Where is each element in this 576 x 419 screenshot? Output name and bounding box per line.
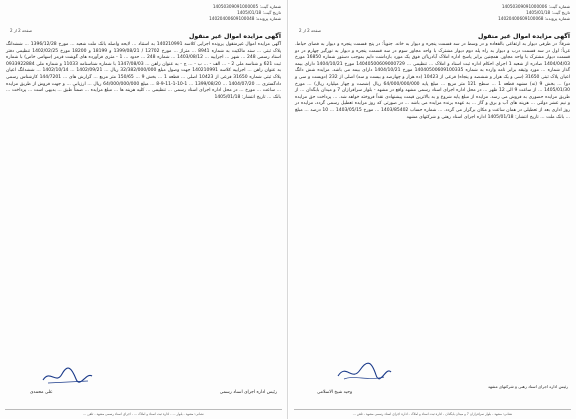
page-footer: نشانی: مشهد - بلوار ... - اداره ثبت اسناد و املاک ... - اجرای اسناد رسمی مشهد - تلفن ... <box>5 409 282 416</box>
notice-title: آگهی مزایده اموال غیر منقول <box>477 33 570 40</box>
page-header <box>498 4 570 23</box>
gate-date: تاریخ گیت: 1405/01/18 <box>237 10 281 16</box>
gate-number: شماره گیت: 14050309091000005 <box>212 4 281 9</box>
signature-name: وحید شیخ الاسلامی <box>317 390 353 395</box>
signature-caption: رئیس اداره اجرای اسناد رسمی <box>219 390 277 395</box>
page-number: صفحه 2 از 2 <box>299 28 322 33</box>
gate-date: تاریخ گیت: 1405/01/18 <box>526 10 570 16</box>
page-header <box>209 4 281 23</box>
signature-caption: رئیس اداره اجرای اسناد رهنی و شرکتهای مشهد <box>487 384 568 389</box>
document-page-right <box>289 0 576 419</box>
notice-body: شرقاً: در طرفی دیوار به ارتفاعی بالفعاده و در وسط در سه قسمت پنجره و دیوار به خانه. جنوباً: در پنج قسمت پنجره و دیوار به فضای حیاط. غرباً: اول در سه قسمت درب و دیوار به راه پله دوم دیوار مشترک با واحد مجاور سوم در سه قسمت پنجره و دیوار به نورگیر چهارم در دو قسمت دیوار مشترک با واحد مجاور. همچنین برابر پاسخ اداره املاک آبادریا/ن فوق یک مورد بازداشت دایم بموجب دستور شماره 16850 مورخ 1404/04/03 صادره از شعبه 1 اجرای احکام اداره ثبت اسناد و املاک ... تنظیمی ... 14040500609000729 مورخ 1404/10/21 دارای بیمه گذار شماره ... مورد وثیقه برابر نامه وارده به شماره 14040500609100335 مورخ 1404/10/21 دارای بیمه می باشد. مزایده شش دانگ اعیان پلاک ثبتی 31650 (سی و یک هزار و ششصد و پنجاه) فرعی از 10423 (ده هزار و چهارصد و بیست و سه) اصلی از 232 (دویست و سی و دو) ... بخش 9 (نه) مشهد قطعه 1 ... سطح 121 متر مربع ... مبلغ پایه 64/000/000/000 ریال (شصت و چهار میلیارد ریال) ... مورخ 1405/01/30 ... از ساعت 9 الی 12 ظهر ... در محل اداره اجرای اسناد رسمی مشهد واقع در مشهد - بلوار سرافرازان 7 و میدان بابگدان ... از طریق مزایده حضوری به فروش می رسد. مزایده از مبلغ پایه شروع و به بالاترین قیمت پیشنهادی نقداً فروخته خواهد شد. ... پرداخت حق مزایده و نیم عشر دولتی ... هزینه های آب و برق و گاز ... به عهده برنده مزایده می باشد ... در صورتی که روز مزایده تعطیل رسمی گردد، مزایده در روز اداری بعد از تعطیلی در همان ساعت و مکان برگزار می گردد. ... شماره حساب 1403/85402 ... مورخ 1403/05/15 ... 10 درصد ... مبلغ ... بانک ملت ... تاریخ انتشار: 1405/01/18 اداره اجرای اسناد رهنی و شرکتهای مشهد <box>295 42 571 120</box>
case-number: شماره پرونده: 14020400609100048 <box>209 16 281 22</box>
signature-name: علی محمدی <box>30 390 53 395</box>
page-number: صفحه 2 از 2 <box>10 28 33 33</box>
page-footer: نشانی: مشهد - بلوار سرافرازان 7 و میدان بابگدان - اداره ثبت اسناد و املاک - اداره اجرای اسناد رسمی مشهد - تلفن ... <box>294 409 571 416</box>
signature-image <box>334 360 394 384</box>
notice-body: آگهی مزایده اموال غیرمنقول پرونده اجرایی کلاسه 140210991 به استناد ... لایحه واصله بانک ملت شعبه ... مورخ 1396/12/28 ... ششدانگ پلاک ثبتی ... سند مالکیت به شماره 8941 ... متراژ ... مورخ 12702 / 1399/08/21 و 18199 و 18200 مورخ 1402/02/25 تنظیمی دفتر اسناد رسمی 248 ... شهر ... اجراییه ... 1403/08/12 ... شماره 248 ... حدود ... 1 - متری فرآورده های گوشت قرمز (سهامی خاص) با شماره ثبت 621 و شناسه ملی 2 - ... الف - ... ب - ... ج - به عنوان راهن ... 1347/08/03 با شماره شناسنامه 11033 و شماره ملی 0933922884 به عنوان راهن ... اجراییه کلاسه 140210991 جهت وصول مبلغ 32/382/000/000 ریال ... 1402/09/21 ... 1402/10/14 ... ششدانگ اعیان پلاک ثبتی شماره 31650 فرعی از 10423 اصلی ... قطعه 1 ... بخش 9 ... 150/65 متر مربع ... گزارش های ... 144/7201 کارشناس رسمی دادگستری ... 1404/07/20 ... 1399/08/20 ... 1-10-1-11-9-8 ... مبلغ 64/000/000/000 ریال ... ارزیابی ... و جهت فروش از طریق مزایده ... ساعت ... مورخ ... در محل اداره اجرای اسناد رسمی ... تنظیمی ... کلیه هزینه ها ... مبلغ مزایده ... ضمناً طبق ... بدیهی است ... پرداخت ... بانک ... تاریخ انتشار: 1405/01/18 <box>6 42 282 100</box>
gate-number: شماره گیت: 14050309091000006 <box>501 4 570 9</box>
signature-image <box>40 365 95 387</box>
case-number: شماره پرونده: 14020400609100068 <box>498 16 570 22</box>
notice-title: آگهی مزایده اموال غیر منقول <box>188 33 281 40</box>
